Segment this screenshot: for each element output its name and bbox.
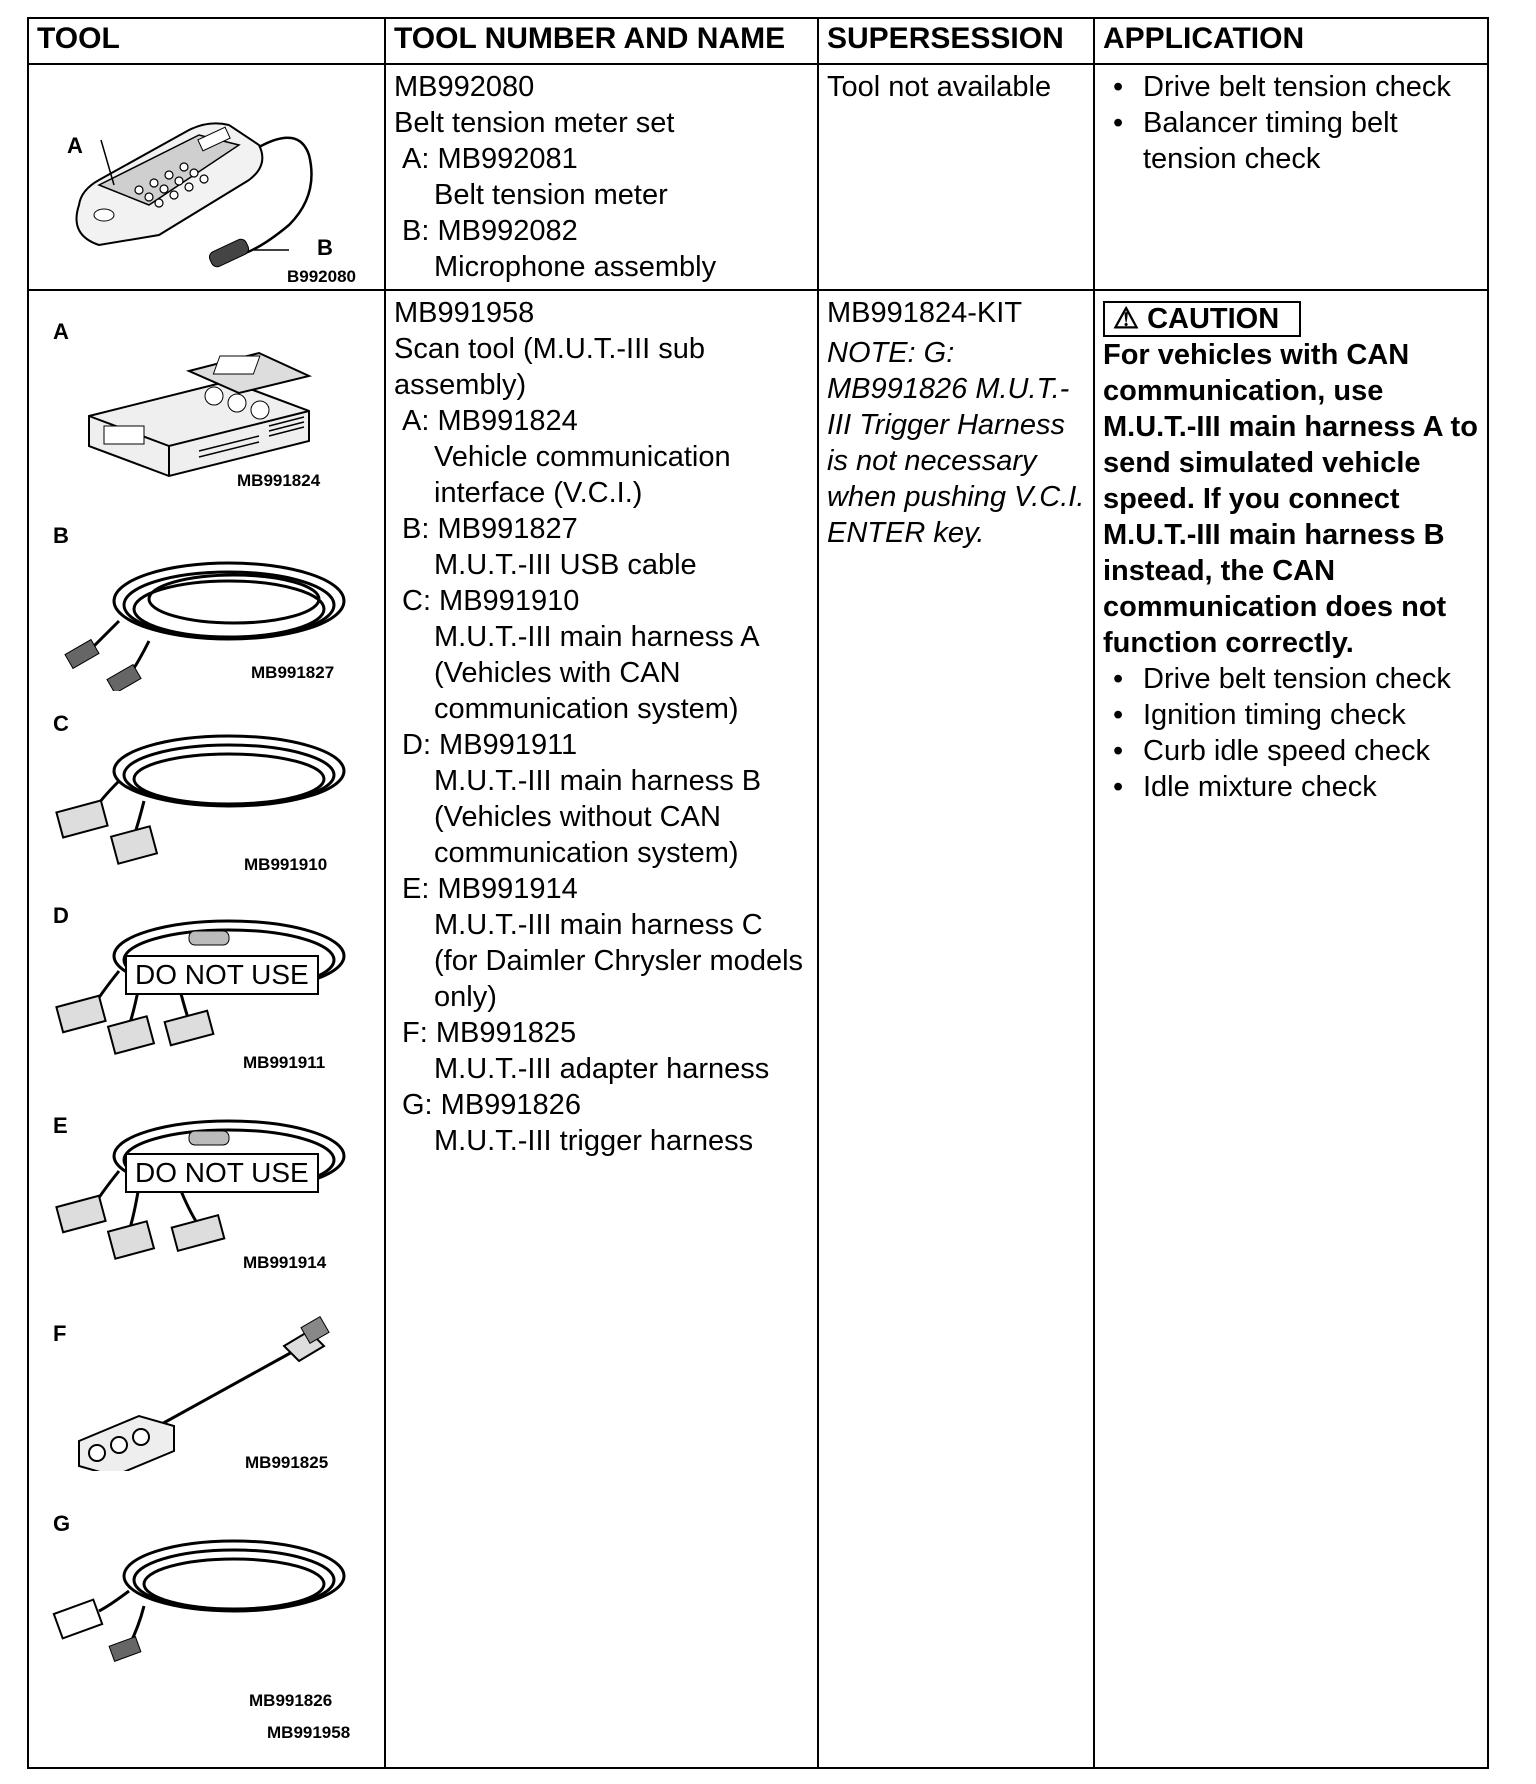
tool-figure-cell [28,290,385,1768]
supersession-cell [818,290,1094,1768]
figure-letter: E [53,1113,68,1138]
list-item: • Drive belt tension check [1103,69,1479,105]
part-name: Microphone assembly [434,251,717,283]
figure-label-b: B [317,235,333,260]
main-harness-a-illustration [49,711,359,871]
application-cell [1094,64,1488,290]
part-code: A: MB991824 [402,405,578,437]
tool-name: Belt tension meter set [394,107,675,139]
do-not-use-stamp: DO NOT USE [125,1153,319,1193]
supersession-text: Tool not available [827,71,1052,103]
figure-letter: A [53,319,69,344]
part-code: G: MB991826 [402,1089,581,1121]
header-row [28,18,1488,64]
header-application: APPLICATION [1094,18,1488,64]
part-code: B: MB992082 [402,215,578,247]
application-cell [1094,290,1488,1768]
header-tool: TOOL [28,18,385,64]
figure-part-number: MB991827 [251,663,335,682]
special-tools-table [27,17,1489,1769]
figure-part-number: MB991824 [237,471,321,490]
tool-figure-cell [28,64,385,290]
figure-part-number: B992080 [287,267,357,286]
list-item: • Idle mixture check [1103,769,1479,805]
trigger-harness-illustration [49,1511,359,1671]
figure-part-number: MB991825 [245,1453,329,1472]
caution-label: CAUTION [1147,303,1280,335]
list-item: • Ignition timing check [1103,697,1479,733]
part-name: M.U.T.-III main harness B (Vehicles without CAN communication system) [434,765,762,869]
tool-name: Scan tool (M.U.T.-III sub assembly) [394,333,706,401]
figure-letter: G [53,1511,71,1536]
application-list [1103,661,1479,805]
header-supersession: SUPERSESSION [818,18,1094,64]
part-code: E: MB991914 [402,873,578,905]
part-name: Belt tension meter [434,179,668,211]
figure-part-number: MB991911 [243,1053,326,1072]
part-name: M.U.T.-III trigger harness [434,1125,754,1157]
part-code: C: MB991910 [402,585,580,617]
figure-part-number: MB991910 [244,855,328,874]
tool-table-document [27,17,1487,1769]
supersession-text: MB991824-KIT [827,297,1023,329]
part-code: F: MB991825 [402,1017,577,1049]
tool-number: MB992080 [394,71,535,103]
figure-set-part-number: MB991958 [267,1723,351,1742]
application-list [1103,69,1479,177]
do-not-use-stamp: DO NOT USE [125,955,319,995]
header-tool-number-and-name: TOOL NUMBER AND NAME [385,18,818,64]
caution-text: For vehicles with CAN communication, use M.U.T.-III main harness A to send simulated vehicle speed. If you connect M.U.T.-III main harness B instead, the CAN communication does not function correctly. [1103,339,1478,659]
part-name: M.U.T.-III USB cable [434,549,697,581]
warning-triangle-icon: ⚠ [1113,303,1139,335]
figure-letter: C [53,711,69,736]
caution-box [1103,301,1301,337]
part-code: D: MB991911 [402,729,578,761]
adapter-harness-illustration [69,1311,349,1471]
part-name: M.U.T.-III main harness C (for Daimler Chrysler models only) [434,909,804,1013]
list-item: • Drive belt tension check [1103,661,1479,697]
tool-number: MB991958 [394,297,535,329]
figure-letter: B [53,523,69,548]
figure-part-number: MB991826 [249,1691,333,1710]
figure-label-a: A [67,133,83,158]
list-item: • Balancer timing belt tension check [1103,105,1479,177]
tool-number-and-name-cell [385,290,818,1768]
figure-letter: D [53,903,69,928]
vci-unit-illustration [79,331,339,481]
supersession-cell [818,64,1094,290]
table-row [28,290,1488,1768]
part-name: M.U.T.-III main harness A (Vehicles with CAN communication system) [434,621,758,725]
part-code: B: MB991827 [402,513,578,545]
supersession-note: NOTE: G: MB991826 M.U.T.-III Trigger Harness is not necessary when pushing V.C.I. ENTER key. [827,337,1085,549]
part-name: Vehicle communication interface (V.C.I.) [434,441,731,509]
figure-letter: F [53,1321,67,1346]
table-row [28,64,1488,290]
part-name: M.U.T.-III adapter harness [434,1053,770,1085]
list-item: • Curb idle speed check [1103,733,1479,769]
figure-part-number: MB991914 [243,1253,327,1272]
part-code: A: MB992081 [402,143,578,175]
tool-number-and-name-cell [385,64,818,290]
